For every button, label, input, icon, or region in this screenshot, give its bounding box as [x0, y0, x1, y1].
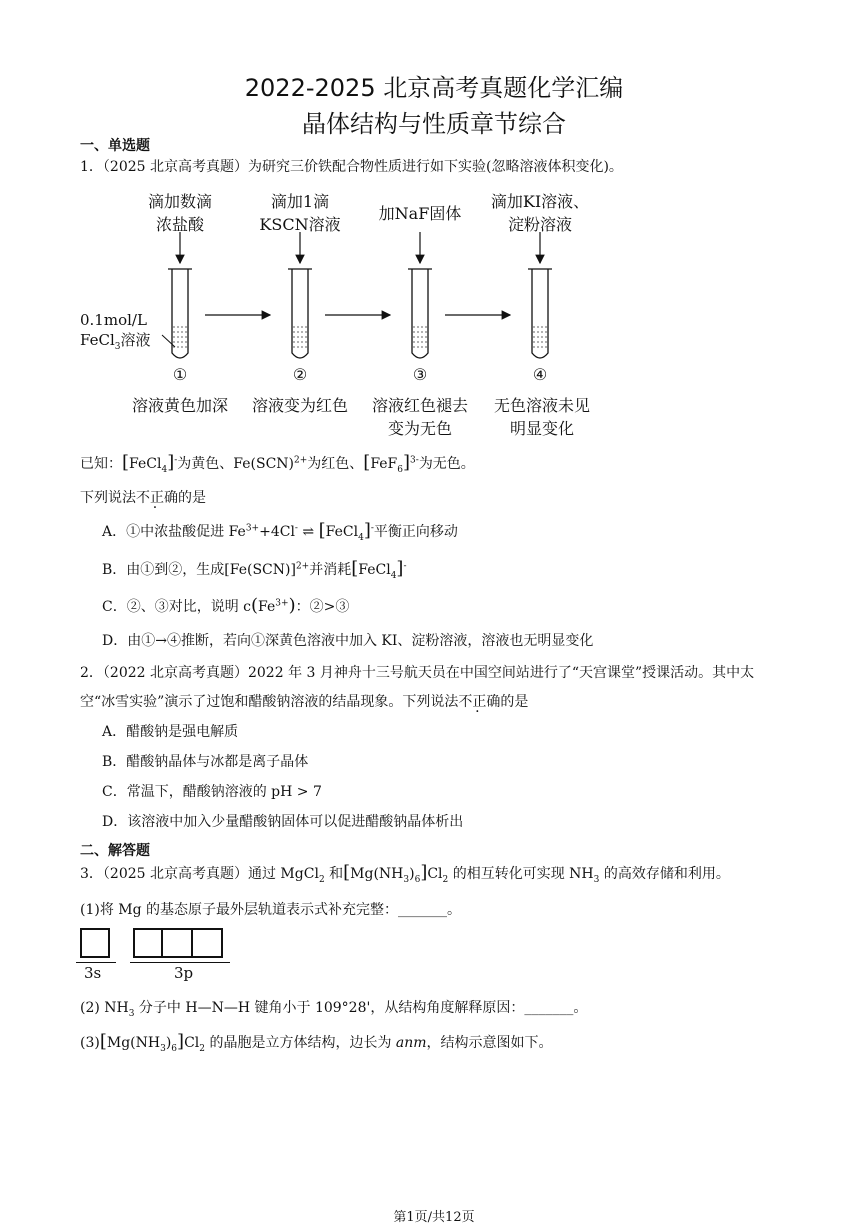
reagent-1-line1: 滴加数滴 [147, 192, 212, 211]
result-caption-4 [480, 393, 604, 439]
reagent-4-line1: 滴加KI溶液、 [490, 192, 590, 211]
page-title: 2022-2025 北京高考真题化学汇编 [244, 74, 624, 102]
q2-option-b[interactable]: B．醋酸钠晶体与冰都是离子晶体 [102, 754, 309, 770]
reagent-2-line1: 滴加1滴 [270, 192, 330, 211]
orbital-box-3s[interactable] [80, 928, 110, 958]
emphasis-not-correct: 不正确 [136, 490, 178, 506]
result-caption-1 [120, 393, 240, 416]
orbital-box-3p-3[interactable] [193, 928, 223, 958]
solution-name: FeCl$_3$溶液 [80, 331, 151, 352]
reagent-2-line2: KSCN溶液 [259, 215, 341, 234]
test-tube-2 [288, 269, 312, 358]
q3-stem: 3．（2025 北京高考真题）通过 MgCl$_2$ 和$[Mg(NH_3)_6]Cl_2$ 的相互转化可实现 $NH_3$ 的高效存储和利用。 [80, 862, 730, 885]
q3-sub3: $(3)[Mg(NH_3)_6]Cl_2$ 的晶胞是立方体结构，边长为 anm，结构示意图如下。 [80, 1031, 553, 1054]
q2-stem-line1: 2．（2022 北京高考真题）2022 年 3 月神舟十三号航天员在中国空间站进行了“天宫课堂”授课活动。其中太 [80, 665, 755, 681]
section-heading-single-choice: 一、单选题 [80, 138, 150, 154]
orbital-underline-3p [130, 962, 230, 963]
result-3-line1: 溶液红色褪去 [371, 396, 468, 415]
orbital-label-3s: 3s [84, 964, 102, 982]
q1-stem: 1．（2025 北京高考真题）为研究三价铁配合物性质进行如下实验(忽略溶液体积变化)。 [80, 159, 623, 175]
test-tube-4 [528, 269, 552, 358]
orbital-box-3p-2[interactable] [163, 928, 193, 958]
q2-option-c[interactable]: C．常温下，醋酸钠溶液的 pH > 7 [102, 784, 322, 800]
q1-known-info: 已知：[FeCl$_4$]-为黄色、Fe(SCN)$^{2+}$为红色、$[FeF_6]^{3-}$为无色。 [80, 452, 475, 475]
q1-question: 下列说法不正确的是 [80, 490, 206, 506]
orbital-box-3p-1[interactable] [133, 928, 163, 958]
q1-option-c[interactable]: C．②、③对比，说明 $c(Fe^{3+})$：②>③ [102, 595, 350, 616]
reagent-1-line2: 浓盐酸 [155, 215, 204, 234]
orbital-underline-3s [76, 962, 116, 963]
section-heading-answer: 二、解答题 [80, 843, 150, 859]
tube-number-4: ④ [532, 365, 548, 384]
q2-stem-line2: 空“冰雪实验”演示了过饱和醋酸钠溶液的结晶现象。下列说法不正确的是 [80, 694, 529, 710]
test-tube-3 [408, 269, 432, 358]
page-subtitle: 晶体结构与性质章节综合 [302, 110, 566, 138]
tube-number-2: ② [292, 365, 308, 384]
q1-option-d[interactable]: D．由①→④推断，若向①深黄色溶液中加入 KI、淀粉溶液，溶液也无明显变化 [102, 633, 594, 649]
tube-number-1: ① [172, 365, 188, 384]
result-caption-2 [240, 393, 360, 416]
q1-option-a[interactable]: A．①中浓盐酸促进 $Fe^{3+}+4Cl^-$ ⇌ [FeCl$_4$]-平衡正向移动 [102, 520, 458, 543]
result-3-line2: 变为无色 [387, 419, 452, 438]
result-2-line1: 溶液变为红色 [251, 396, 348, 415]
q1-option-b[interactable]: B．由①到②，生成$[Fe(SCN)]^{2+}$并消耗[FeCl$_4$]- [102, 558, 407, 581]
q3-sub2: (2) $NH_3$ 分子中 H—N—H 键角小于 109°28'，从结构角度解释原因：_______。 [80, 1000, 588, 1019]
result-4-line2: 明显变化 [509, 419, 574, 438]
q3-sub1: (1)将 Mg 的基态原子最外层轨道表示式补充完整：_______。 [80, 902, 462, 918]
tube-number-3: ③ [412, 365, 428, 384]
solution-concentration: 0.1mol/L [80, 311, 147, 329]
result-caption-3 [360, 393, 480, 439]
page-footer: 第1页/共12页 [393, 1210, 475, 1225]
q2-option-a[interactable]: A．醋酸钠是强电解质 [102, 724, 239, 740]
emphasis-not-correct-q2: 不正确 [458, 694, 501, 710]
result-1-line1: 溶液黄色加深 [131, 396, 228, 415]
q1-experiment-diagram [80, 185, 640, 440]
orbital-label-3p: 3p [174, 964, 194, 982]
result-4-line1: 无色溶液未见 [493, 396, 590, 415]
q2-option-d[interactable]: D．该溶液中加入少量醋酸钠固体可以促进醋酸钠晶体析出 [102, 814, 464, 830]
test-tube-1 [168, 269, 192, 358]
reagent-4-line2: 淀粉溶液 [507, 215, 572, 234]
reagent-3-line1: 加NaF固体 [378, 204, 462, 223]
